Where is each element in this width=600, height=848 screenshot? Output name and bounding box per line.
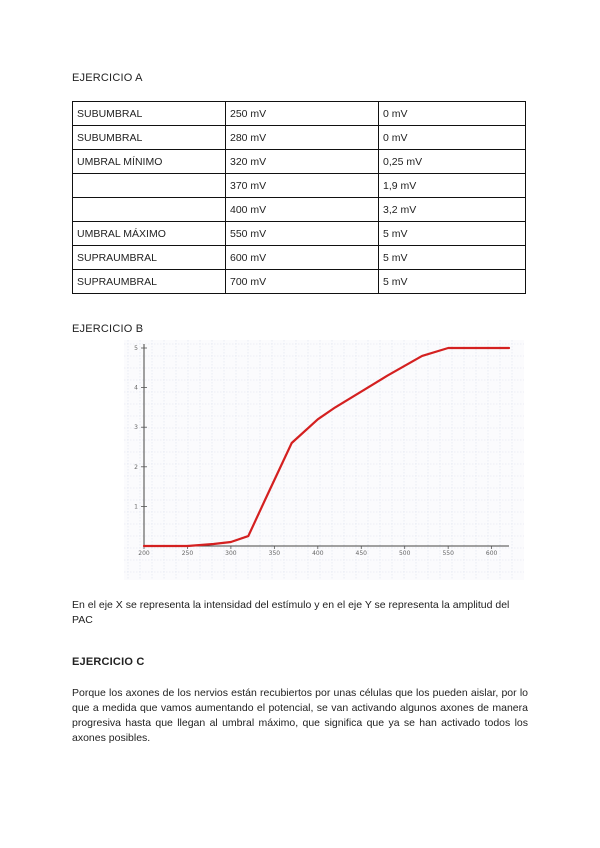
x-tick-label: 200 xyxy=(138,550,150,557)
x-tick-label: 450 xyxy=(355,550,367,557)
chart-svg xyxy=(124,340,524,580)
stimulus-cell: 370 mV xyxy=(226,174,379,198)
y-tick-label: 5 xyxy=(134,345,138,352)
y-tick-label: 4 xyxy=(134,384,138,392)
stimulus-cell: 550 mV xyxy=(226,222,379,246)
amplitude-cell: 5 mV xyxy=(379,246,526,270)
x-tick-label: 250 xyxy=(181,550,194,557)
table-row xyxy=(73,270,526,294)
y-tick-label: 2 xyxy=(134,463,138,471)
x-tick-label: 600 xyxy=(485,550,498,557)
table-row xyxy=(73,246,526,270)
amplitude-cell: 1,9 mV xyxy=(379,174,526,198)
amplitude-cell: 0,25 mV xyxy=(379,150,526,174)
threshold-cell: UMBRAL MÍNIMO xyxy=(73,150,226,174)
stimulus-cell: 320 mV xyxy=(226,150,379,174)
x-tick-label: 300 xyxy=(225,550,237,557)
threshold-cell xyxy=(73,174,226,198)
threshold-cell: UMBRAL MÁXIMO xyxy=(73,222,226,246)
table-row xyxy=(73,174,526,198)
exercise-c-heading: EJERCICIO C xyxy=(72,656,145,668)
threshold-cell: SUBUMBRAL xyxy=(73,126,226,150)
exercise-a-heading: EJERCICIO A xyxy=(72,72,143,84)
table-row xyxy=(73,150,526,174)
amplitude-cell: 0 mV xyxy=(379,102,526,126)
threshold-cell: SUPRAUMBRAL xyxy=(73,246,226,270)
table-row xyxy=(73,102,526,126)
x-tick-label: 400 xyxy=(312,550,324,557)
table-row xyxy=(73,198,526,222)
threshold-cell: SUPRAUMBRAL xyxy=(73,270,226,294)
y-tick-label: 3 xyxy=(134,424,138,432)
exercise-c-answer: Porque los axones de los nervios están recubiertos por unas células que los pueden aislar, por lo que a medida que vamos aumentando el potencial, se van activando algunos axones de manera progresiva hasta que llegan al umbral máximo, que significa que ya se han activado todos los axones posibles. xyxy=(72,687,528,744)
amplitude-cell: 5 mV xyxy=(379,222,526,246)
threshold-cell: SUBUMBRAL xyxy=(73,102,226,126)
table-row xyxy=(73,222,526,246)
x-tick-label: 500 xyxy=(398,550,411,557)
stimulus-cell: 250 mV xyxy=(226,102,379,126)
amplitude-cell: 3,2 mV xyxy=(379,198,526,222)
stimulus-cell: 600 mV xyxy=(226,246,379,270)
x-tick-label: 550 xyxy=(442,550,454,557)
x-tick-label: 350 xyxy=(268,550,281,557)
amplitude-cell: 5 mV xyxy=(379,270,526,294)
table-row xyxy=(73,126,526,150)
hand-drawn-graph xyxy=(124,340,524,580)
graph-caption: En el eje X se representa la intensidad del estímulo y en el eje Y se representa la amplitud del PAC xyxy=(72,599,510,626)
stimulus-cell: 400 mV xyxy=(226,198,379,222)
amplitude-cell: 0 mV xyxy=(379,126,526,150)
threshold-cell xyxy=(73,198,226,222)
y-tick-label: 1 xyxy=(134,503,138,511)
stimulus-table xyxy=(72,101,526,294)
stimulus-cell: 700 mV xyxy=(226,270,379,294)
exercise-b-heading: EJERCICIO B xyxy=(72,323,144,335)
stimulus-cell: 280 mV xyxy=(226,126,379,150)
